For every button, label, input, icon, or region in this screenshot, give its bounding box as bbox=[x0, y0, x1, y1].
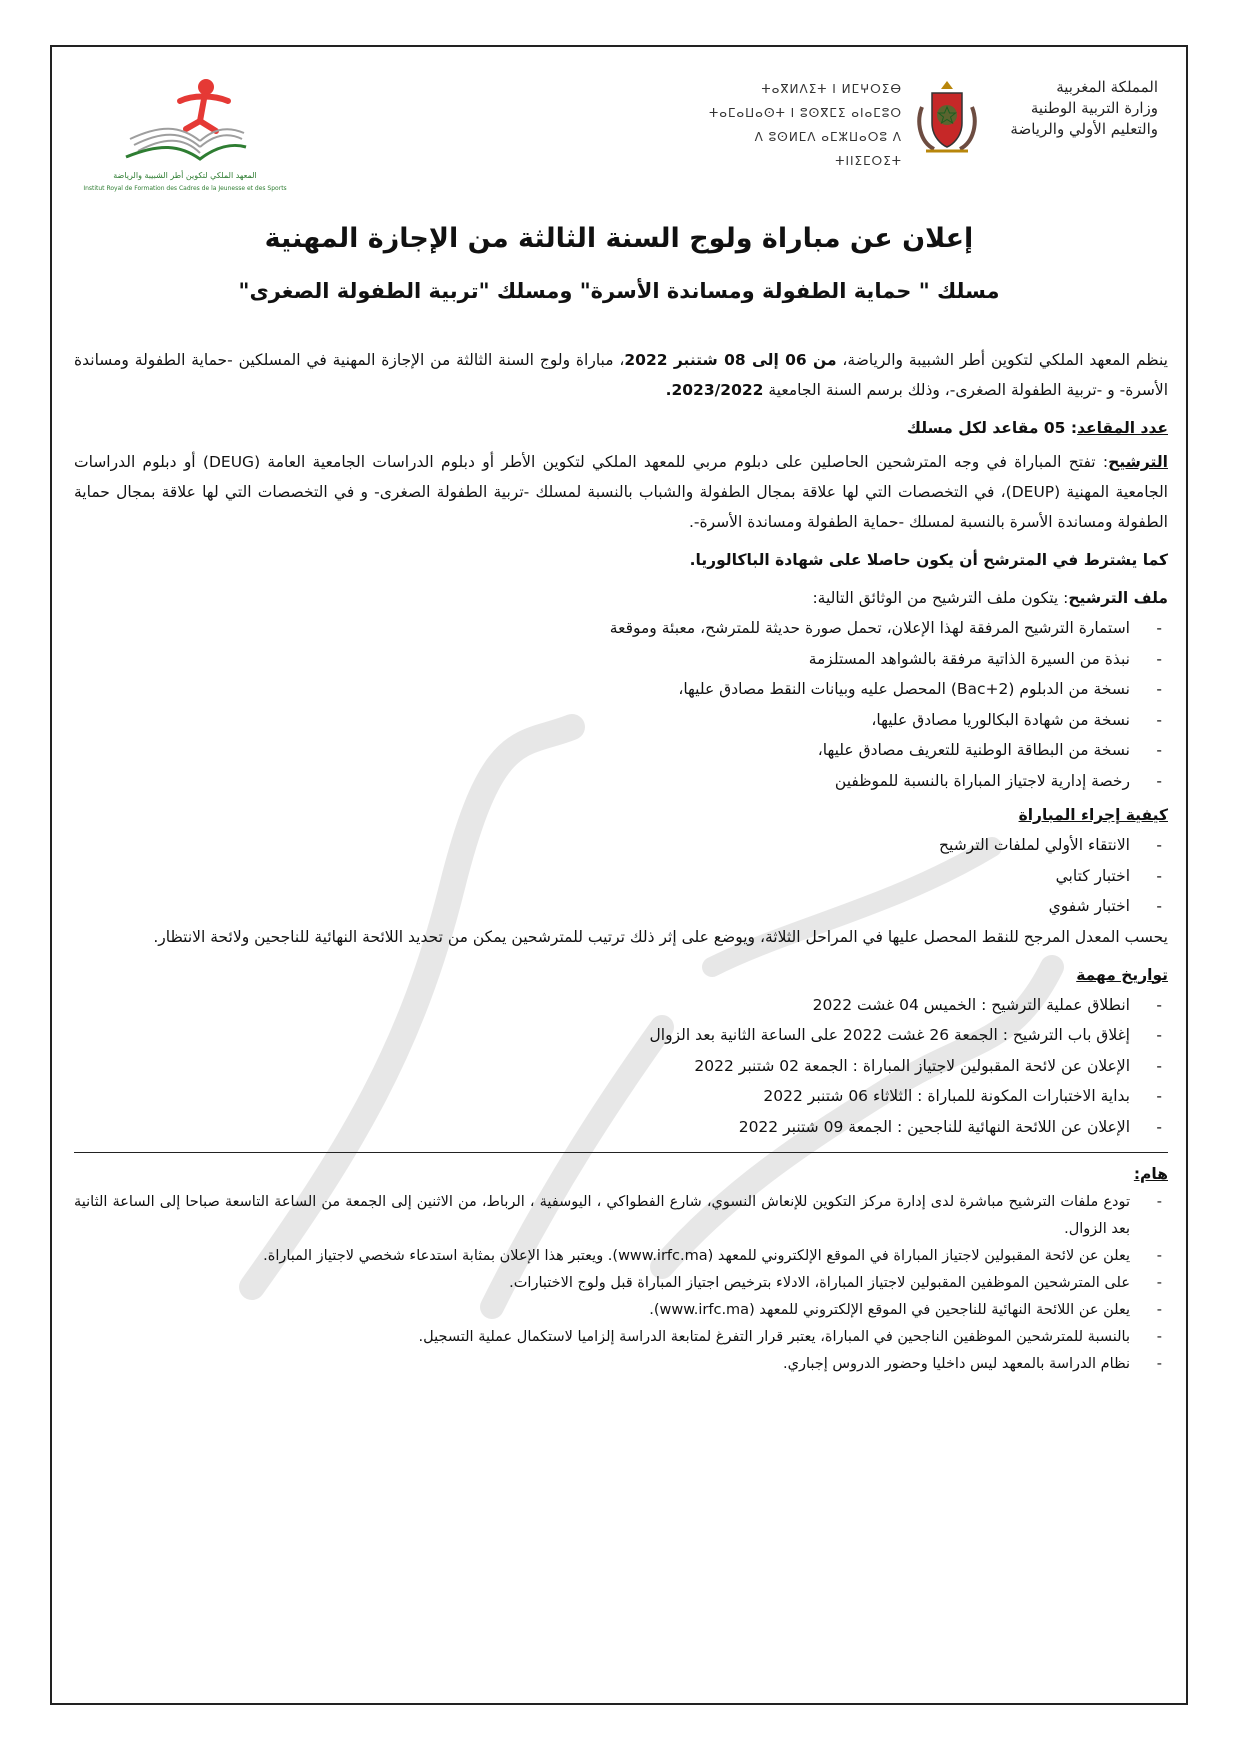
ministry-line: وزارة التربية الوطنية bbox=[1030, 99, 1158, 117]
list-item: - الانتقاء الأولي لملفات الترشيح bbox=[74, 830, 1168, 861]
file-intro bbox=[74, 583, 1168, 613]
announcement-page bbox=[50, 45, 1188, 1705]
important-dates-list bbox=[74, 990, 1168, 1143]
file-documents-list bbox=[74, 613, 1168, 796]
important-label: هام: bbox=[1133, 1165, 1168, 1183]
institute-logo bbox=[70, 69, 300, 219]
academic-year: 2023/2022. bbox=[665, 381, 764, 399]
announcement-title: إعلان عن مباراة ولوج السنة الثالثة من الإجازة المهنية bbox=[264, 223, 974, 254]
list-item: - نبذة من السيرة الذاتية مرفقة بالشواهد المستلزمة bbox=[74, 644, 1168, 675]
list-item: - بالنسبة للمترشحين الموظفين الناجحين في المباراة، يعتبر قرار التفرغ لمتابعة الدراسة إلزاميا لاستكمال عملية التسجيل. bbox=[74, 1324, 1168, 1351]
list-item: - على المترشحين الموظفين المقبولين لاجتياز المباراة، الادلاء بترخيص اجتياز المباراة قبل ولوج الاختبارات. bbox=[74, 1270, 1168, 1297]
intro-text: ، مباراة ولوج السنة الثالثة من الإجازة المهنية في المسلكين -حماية الطفولة ومساندة الأسرة- و -تربية الطفولة الصغرى-، وذلك برسم السنة الجامعية bbox=[74, 351, 1168, 399]
letterhead bbox=[52, 47, 1186, 217]
list-item: - إغلاق باب الترشيح : الجمعة 26 غشت 2022 على الساعة الثانية بعد الزوال bbox=[74, 1020, 1168, 1051]
important-notes-list bbox=[74, 1189, 1168, 1378]
procedure-label: كيفية إجراء المباراة bbox=[1018, 806, 1168, 824]
dates-label: تواريخ مهمة bbox=[1076, 965, 1168, 984]
list-item: - رخصة إدارية لاجتياز المباراة بالنسبة للموظفين bbox=[74, 766, 1168, 797]
list-item: - يعلن عن اللائحة النهائية للناجحين في الموقع الإلكتروني للمعهد (www.irfc.ma). bbox=[74, 1297, 1168, 1324]
ministry-line: والتعليم الأولي والرياضة bbox=[1010, 120, 1158, 138]
list-item: - الإعلان عن لائحة المقبولين لاجتياز المباراة : الجمعة 02 شتنبر 2022 bbox=[74, 1051, 1168, 1082]
procedure-list bbox=[74, 830, 1168, 922]
candidacy-text: : تفتح المباراة في وجه المترشحين الحاصلين على دبلوم مربي للمعهد الملكي لتكوين الأطر أو دبلوم الدراسات الجامعية العامة (DEUG) أو دبلوم الدراسات الجامعية المهنية (DEUP)، في التخصصات التي لها علاقة بمجال الطفولة والشباب بالنسبة لمسلك -تربية الطفولة الصغرى- و في التخصصات التي لها علاقة بمجال حماية الطفولة ومساندة الأسرة بالنسبة لمسلك -حماية الطفولة ومساندة الأسرة-. bbox=[74, 453, 1168, 531]
list-item: - انطلاق عملية الترشيح : الخميس 04 غشت 2022 bbox=[74, 990, 1168, 1021]
announcement-body bbox=[74, 345, 1168, 1378]
procedure-heading bbox=[74, 800, 1168, 830]
announcement-subtitle: مسلك " حماية الطفولة ومساندة الأسرة" ومسلك "تربية الطفولة الصغرى" bbox=[238, 279, 1000, 303]
tifinagh-line: ⴷ ⵓⵙⵍⵎⴷ ⴰⵎⵣⵡⴰⵔⵓ ⴷ ⵜⵏⵏⵉⵎⵔⵉⵜ bbox=[754, 130, 902, 168]
seats-line bbox=[74, 413, 1168, 443]
list-item: - نسخة من الدبلوم (Bac+2) المحصل عليه وبيانات النقط مصادق عليها، bbox=[74, 674, 1168, 705]
candidacy-label: الترشيح bbox=[1108, 453, 1168, 471]
moroccan-coat-of-arms-icon bbox=[912, 77, 982, 157]
contest-dates: من 06 إلى 08 شتنبر 2022 bbox=[624, 351, 837, 369]
list-item: - نسخة من شهادة البكالوريا مصادق عليها، bbox=[74, 705, 1168, 736]
procedure-note: يحسب المعدل المرجح للنقط المحصل عليها في المراحل الثلاثة، ويوضع على إثر ذلك ترتيب للمترشحين يمكن من تحديد اللائحة النهائية للناجحين ولائحة الانتظار. bbox=[153, 927, 1168, 946]
list-item: - اختبار شفوي bbox=[74, 891, 1168, 922]
ministry-name-arabic bbox=[978, 77, 1158, 140]
institute-logo-icon bbox=[120, 69, 250, 169]
tifinagh-line: ⵜⴰⴳⵍⴷⵉⵜ ⵏ ⵍⵎⵖⵔⵉⴱ bbox=[761, 82, 902, 96]
list-item: - بداية الاختبارات المكونة للمباراة : الثلاثاء 06 شتنبر 2022 bbox=[74, 1081, 1168, 1112]
candidacy-paragraph bbox=[74, 447, 1168, 537]
list-item: - تودع ملفات الترشيح مباشرة لدى إدارة مركز التكوين للإنعاش النسوي، شارع الفطواكي ، اليوسفية ، الرباط، من الاثنين إلى الجمعة من الساعة التاسعة صباحا إلى الساعة الثانية بعد الزوال. bbox=[74, 1189, 1168, 1243]
ministry-name-tifinagh bbox=[702, 77, 902, 173]
list-item: - يعلن عن لائحة المقبولين لاجتياز المباراة في الموقع الإلكتروني للمعهد (www.irfc.ma). ويعتبر هذا الإعلان بمثابة استدعاء شخصي لاجتياز المباراة. bbox=[74, 1243, 1168, 1270]
list-item: - استمارة الترشيح المرفقة لهذا الإعلان، تحمل صورة حديثة للمترشح، معبئة وموقعة bbox=[74, 613, 1168, 644]
list-item: - اختبار كتابي bbox=[74, 861, 1168, 892]
intro-paragraph bbox=[74, 345, 1168, 405]
institute-caption-arabic: المعهد الملكي لتكوين أطر الشبيبة والرياضة bbox=[113, 171, 257, 180]
list-item: - الإعلان عن اللائحة النهائية للناجحين : الجمعة 09 شتنبر 2022 bbox=[74, 1112, 1168, 1143]
file-label: ملف الترشيح bbox=[1068, 589, 1168, 607]
list-item: - نظام الدراسة بالمعهد ليس داخليا وحضور الدروس إجباري. bbox=[74, 1351, 1168, 1378]
seats-label: عدد المقاعد bbox=[1077, 419, 1168, 437]
list-item: - نسخة من البطاقة الوطنية للتعريف مصادق عليها، bbox=[74, 735, 1168, 766]
divider bbox=[74, 1152, 1168, 1153]
important-heading bbox=[74, 1159, 1168, 1189]
file-intro-text: : يتكون ملف الترشيح من الوثائق التالية: bbox=[812, 589, 1069, 607]
dates-heading bbox=[74, 960, 1168, 990]
ministry-line: المملكة المغربية bbox=[1056, 78, 1158, 96]
intro-text: ينظم المعهد الملكي لتكوين أطر الشبيبة والرياضة، bbox=[842, 351, 1168, 369]
institute-caption-french: Institut Royal de Formation des Cadres de la Jeunesse et des Sports bbox=[83, 185, 287, 192]
tifinagh-line: ⵜⴰⵎⴰⵡⴰⵙⵜ ⵏ ⵓⵙⴳⵎⵉ ⴰⵏⴰⵎⵓⵔ bbox=[708, 106, 902, 120]
seats-value: : 05 مقاعد لكل مسلك bbox=[906, 419, 1078, 437]
baccalaureate-condition: كما يشترط في المترشح أن يكون حاصلا على شهادة الباكالوريا. bbox=[689, 551, 1168, 569]
